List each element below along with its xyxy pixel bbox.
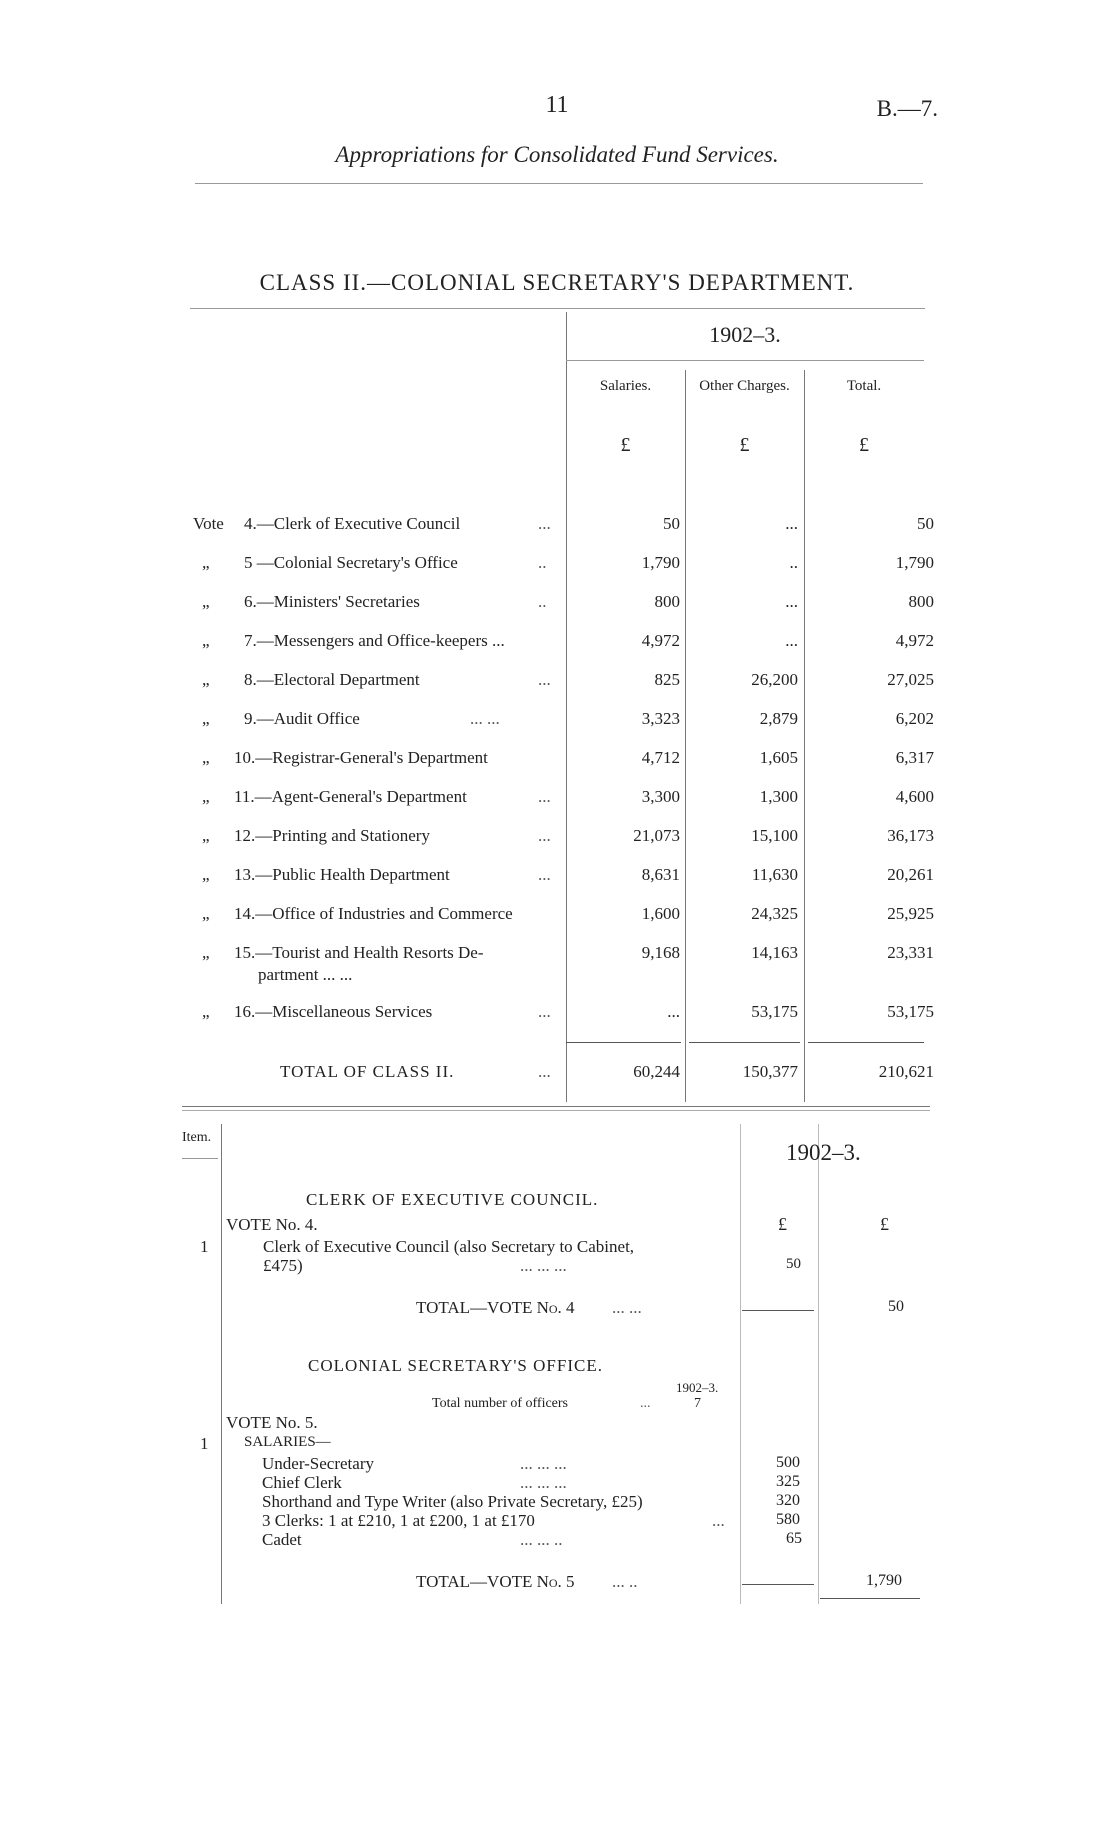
colonial-total-amount: 1,790	[866, 1572, 902, 1589]
clerk-total-label: TOTAL—VOTE No. 4	[416, 1298, 575, 1317]
colonial-line-dots: ... ... ...	[520, 1473, 567, 1492]
row-salaries: 9,168	[641, 943, 680, 962]
pound-other: £	[739, 434, 750, 456]
row-label: 15.—Tourist and Health Resorts De-	[234, 943, 484, 962]
colonial-line-amount: 580	[776, 1511, 800, 1528]
total-salaries: 60,244	[633, 1062, 680, 1081]
row-total: 36,173	[887, 826, 934, 845]
officers-year: 1902–3.	[676, 1380, 719, 1395]
row-salaries: 4,972	[641, 631, 680, 650]
header-rule	[195, 183, 923, 184]
officers-label: Total number of officers	[432, 1396, 568, 1411]
clerk-item-amount: 50	[786, 1256, 801, 1272]
colonial-line-dots: ... ... ...	[520, 1454, 567, 1473]
colonial-line-cadet: Cadet	[262, 1530, 302, 1549]
row-label: 9.—Audit Office	[244, 709, 360, 728]
colonial-vote: VOTE No. 5.	[226, 1413, 318, 1432]
pound-salaries: £	[620, 434, 631, 456]
ditto-mark: „	[202, 748, 210, 767]
document-reference: B.—7.	[876, 96, 938, 121]
row-dots: ...	[538, 1002, 551, 1021]
clerk-pound-1: £	[778, 1214, 787, 1234]
items-year: 1902–3.	[786, 1140, 861, 1165]
colonial-total-dots: ... ..	[612, 1572, 638, 1591]
ditto-mark: „	[202, 553, 210, 572]
colonial-line-amount: 320	[776, 1492, 800, 1509]
ditto-mark: „	[202, 826, 210, 845]
ditto-mark: „	[202, 670, 210, 689]
row-total: 23,331	[887, 943, 934, 962]
summary-year: 1902–3.	[709, 322, 781, 347]
colonial-line-dots: ...	[712, 1511, 725, 1530]
row-salaries: 825	[654, 670, 680, 689]
row-label: 5 —Colonial Secretary's Office	[244, 553, 458, 572]
row-total: 27,025	[887, 670, 934, 689]
row-total: 20,261	[887, 865, 934, 884]
clerk-total-amount: 50	[888, 1298, 904, 1315]
colonial-sum-rule	[742, 1584, 814, 1585]
table-row	[0, 904, 1114, 934]
row-dots: ...	[538, 787, 551, 806]
ditto-mark: „	[202, 865, 210, 884]
colonial-total-label: TOTAL—VOTE No. 5	[416, 1572, 575, 1591]
colonial-line-under-secretary: Under-Secretary	[262, 1454, 374, 1473]
row-salaries: 3,323	[641, 709, 680, 728]
page-subtitle: Appropriations for Consolidated Fund Services.	[335, 142, 779, 167]
total-dots: ...	[538, 1062, 551, 1081]
row-dots: ...	[538, 826, 551, 845]
item-column-header: Item.	[182, 1130, 212, 1145]
ditto-mark: „	[202, 943, 210, 962]
clerk-vote: VOTE No. 4.	[226, 1215, 318, 1234]
ditto-mark: „	[202, 787, 210, 806]
row-other: 14,163	[751, 943, 798, 962]
row-dots: ...	[538, 670, 551, 689]
ditto-mark: „	[202, 904, 210, 923]
row-label: 12.—Printing and Stationery	[234, 826, 430, 845]
row-label: 13.—Public Health Department	[234, 865, 450, 884]
row-total: 4,972	[895, 631, 934, 650]
row-label: 4.—Clerk of Executive Council	[244, 514, 461, 533]
row-dots: ..	[538, 592, 547, 611]
row-total: 4,600	[895, 787, 934, 806]
total-other: 150,377	[742, 1062, 798, 1081]
clerk-sum-rule	[742, 1310, 814, 1311]
clerk-item-line2: £475)	[263, 1256, 303, 1275]
row-salaries: 800	[654, 592, 680, 611]
table-row	[0, 865, 1114, 895]
amount-divider-right	[818, 1124, 819, 1604]
table-row	[0, 592, 1114, 622]
colonial-line-amount: 500	[776, 1454, 800, 1471]
row-other: 53,175	[751, 1002, 798, 1021]
row-total: 53,175	[887, 1002, 934, 1021]
row-other: 1,605	[759, 748, 798, 767]
row-dots: ...	[538, 865, 551, 884]
colonial-line-amount: 65	[786, 1530, 802, 1547]
row-salaries: 1,790	[641, 553, 680, 572]
row-total: 800	[908, 592, 934, 611]
table-row	[0, 514, 1114, 544]
colonial-heading: COLONIAL SECRETARY'S OFFICE.	[308, 1356, 603, 1375]
row-label: 10.—Registrar-General's Department	[234, 748, 488, 767]
sum-rule-salaries	[566, 1042, 681, 1043]
ditto-mark: „	[202, 1002, 210, 1021]
section-rule	[182, 1106, 930, 1107]
item-column-divider	[221, 1124, 222, 1604]
row-salaries: 4,712	[641, 748, 680, 767]
row-salaries: 1,600	[641, 904, 680, 923]
total-label: TOTAL OF CLASS II.	[280, 1062, 455, 1081]
page-number: 11	[545, 92, 569, 118]
col-head-total: Total.	[846, 378, 882, 394]
item-header-rule	[182, 1158, 218, 1159]
total-total: 210,621	[878, 1062, 934, 1081]
clerk-item-number: 1	[200, 1237, 209, 1256]
row-other: ...	[785, 592, 798, 611]
clerk-total-dots: ... ...	[612, 1298, 642, 1317]
table-row	[0, 826, 1114, 856]
row-label: 8.—Electoral Department	[244, 670, 420, 689]
row-other: ...	[785, 514, 798, 533]
row-total: 1,790	[895, 553, 934, 572]
pound-total: £	[859, 434, 869, 456]
officers-dots: ...	[640, 1396, 651, 1411]
colonial-total-underline	[820, 1598, 920, 1599]
clerk-item-line1: Clerk of Executive Council (also Secretary to Cabinet,	[263, 1237, 635, 1256]
table-row	[0, 553, 1114, 583]
row-total: 6,202	[895, 709, 934, 728]
table-top-rule	[190, 308, 925, 309]
vote-word: Vote	[193, 514, 224, 533]
sum-rule-other	[689, 1042, 800, 1043]
row-other: 24,325	[751, 904, 798, 923]
row-salaries: 3,300	[641, 787, 680, 806]
row-salaries: 21,073	[633, 826, 680, 845]
row-other: 15,100	[751, 826, 798, 845]
officers-count: 7	[694, 1396, 701, 1411]
row-other: 1,300	[759, 787, 798, 806]
table-row	[0, 1002, 1114, 1032]
colonial-line-clerks: 3 Clerks: 1 at £210, 1 at £200, 1 at £170	[262, 1511, 535, 1530]
clerk-pound-2: £	[880, 1214, 889, 1234]
class-title: CLASS II.—COLONIAL SECRETARY'S DEPARTMENT.	[259, 270, 855, 295]
colonial-line-shorthand: Shorthand and Type Writer (also Private Secretary, £25)	[262, 1492, 643, 1511]
row-salaries: 50	[663, 514, 680, 533]
row-other: 11,630	[751, 865, 798, 884]
table-row	[0, 787, 1114, 817]
row-dots: ..	[538, 553, 547, 572]
col-head-salaries: Salaries.	[599, 378, 652, 394]
table-row	[0, 670, 1114, 700]
colonial-line-amount: 325	[776, 1473, 800, 1490]
row-total: 25,925	[887, 904, 934, 923]
row-label: 11.—Agent-General's Department	[234, 787, 467, 806]
row-label: 7.—Messengers and Office-keepers ...	[244, 631, 505, 650]
clerk-item-dots: ... ... ...	[520, 1256, 567, 1275]
sum-rule-total	[808, 1042, 924, 1043]
row-dots: ...	[538, 514, 551, 533]
row-label-continuation: partment ... ...	[258, 965, 353, 984]
row-other: 26,200	[751, 670, 798, 689]
table-row	[0, 709, 1114, 739]
col-head-other: Other Charges.	[699, 378, 790, 394]
table-row	[0, 748, 1114, 778]
ditto-mark: „	[202, 631, 210, 650]
row-label: 14.—Office of Industries and Commerce	[234, 904, 513, 923]
total-row	[0, 1062, 1114, 1092]
amount-divider-left	[740, 1124, 741, 1604]
colonial-item-number: 1	[200, 1434, 209, 1453]
colonial-line-chief-clerk: Chief Clerk	[262, 1473, 342, 1492]
row-other: ...	[785, 631, 798, 650]
table-row	[0, 943, 1114, 993]
colonial-line-dots: ... ... ..	[520, 1530, 563, 1549]
year-rule	[566, 360, 924, 361]
row-salaries: ...	[667, 1002, 680, 1021]
row-label: 16.—Miscellaneous Services	[234, 1002, 433, 1021]
row-label: 6.—Ministers' Secretaries	[244, 592, 420, 611]
salaries-heading: SALARIES—	[244, 1434, 331, 1450]
row-other: 2,879	[759, 709, 798, 728]
ditto-mark: „	[202, 592, 210, 611]
row-dots: ... ...	[470, 709, 500, 728]
clerk-heading: CLERK OF EXECUTIVE COUNCIL.	[306, 1190, 599, 1209]
row-salaries: 8,631	[641, 865, 680, 884]
row-other: ..	[789, 553, 798, 572]
ditto-mark: „	[202, 709, 210, 728]
table-row	[0, 631, 1114, 661]
row-total: 50	[917, 514, 934, 533]
row-total: 6,317	[895, 748, 934, 767]
section-rule-double	[182, 1110, 930, 1111]
